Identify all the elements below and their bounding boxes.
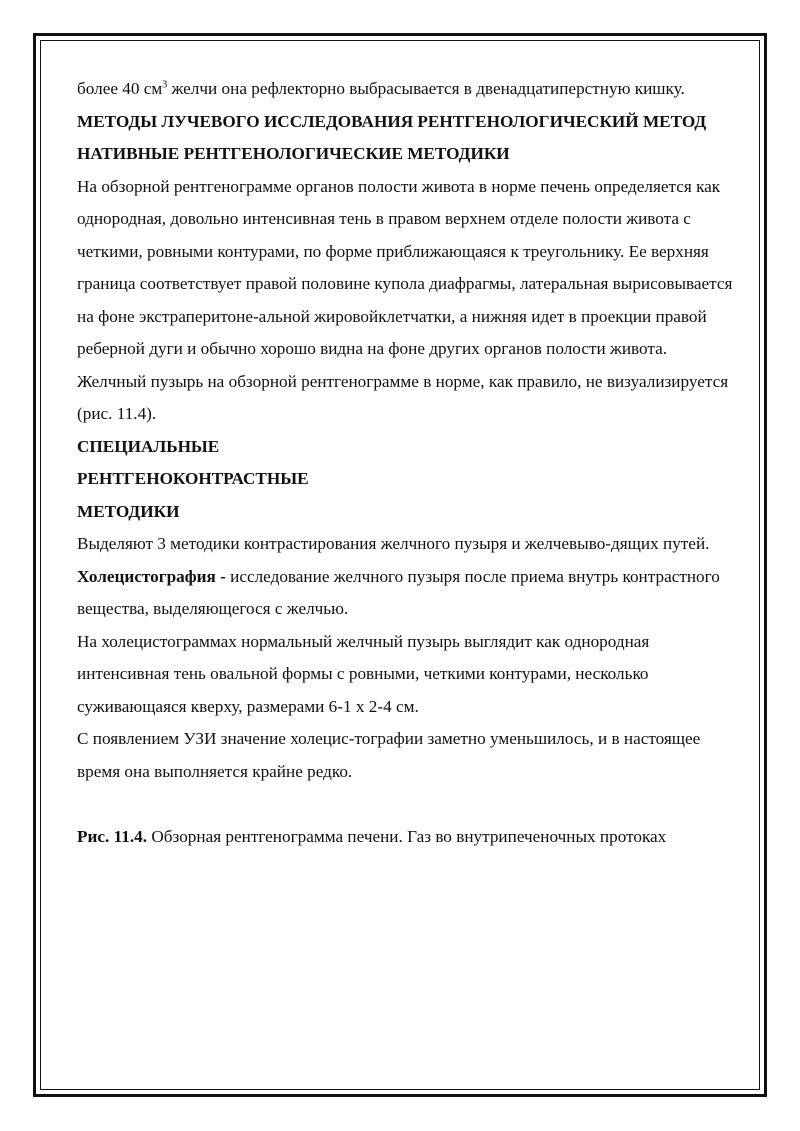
intro-paragraph [77, 73, 737, 106]
cubic-superscript: 3 [162, 79, 168, 91]
paragraph-ultrasound: С появлением УЗИ значение холецис-тографии заметно уменьшилось, и в настоящее время она выполняется крайне редко. [77, 729, 701, 781]
intro-text-start: более 40 см [77, 79, 163, 98]
document-body [77, 73, 737, 853]
cholecystography-term: Холецистография - [77, 566, 226, 586]
heading-native-methods: НАТИВНЫЕ РЕНТГЕНОЛОГИЧЕСКИЕ МЕТОДИКИ [77, 144, 510, 163]
intro-text-end: желчи она рефлекторно выбрасывается в двенадцатиперстную кишку. [167, 79, 685, 98]
paragraph-contrast-methods: Выделяют 3 методики контрастирования желчного пузыря и желчевыво-дящих путей. [77, 534, 710, 553]
cholecystography-definition: исследование желчного пузыря после приема внутрь контрастного вещества, выделяющегося с желчью. [77, 566, 720, 618]
heading-special-line-1: СПЕЦИАЛЬНЫЕ [77, 436, 220, 456]
heading-radiation-methods: МЕТОДЫ ЛУЧЕВОГО ИССЛЕДОВАНИЯ РЕНТГЕНОЛОГИЧЕСКИЙ МЕТОД [77, 111, 707, 131]
heading-special-line-3: МЕТОДИКИ [77, 501, 180, 521]
figure-caption [77, 821, 737, 854]
paragraph-native-xray: На обзорной рентгенограмме органов полости живота в норме печень определяется как однородная, довольно интенсивная тень в правом верхнем отделе полости живота с четкими, ровными контурами, по форме приближающаяся к треугольнику. Ее верхняя граница соответствует правой половине купола диафрагмы, латеральная вырисовывается на фоне экстраперитоне-альной жировойклетчатки, а нижняя идет в проекции правой реберной дуги и обычно хорошо видна на фоне других органов полости живота. Желчный пузырь на обзорной рентгенограмме в норме, как правило, не визуализируется (рис. 11.4). [77, 176, 733, 423]
blank-line [77, 788, 737, 821]
figure-caption-text: Обзорная рентгенограмма печени. Газ во внутрипеченочных протоках [147, 826, 667, 846]
heading-special-line-2: РЕНТГЕНОКОНТРАСТНЫЕ [77, 469, 309, 488]
figure-caption-label: Рис. 11.4. [77, 826, 148, 846]
paragraph-cholecystography [77, 561, 737, 626]
paragraph-normal-gallbladder: На холецистограммах нормальный желчный пузырь выглядит как однородная интенсивная тень овальной формы с ровными, четкими контурами, несколько суживающаяся кверху, размерами 6-1 х 2-4 см. [77, 631, 650, 716]
